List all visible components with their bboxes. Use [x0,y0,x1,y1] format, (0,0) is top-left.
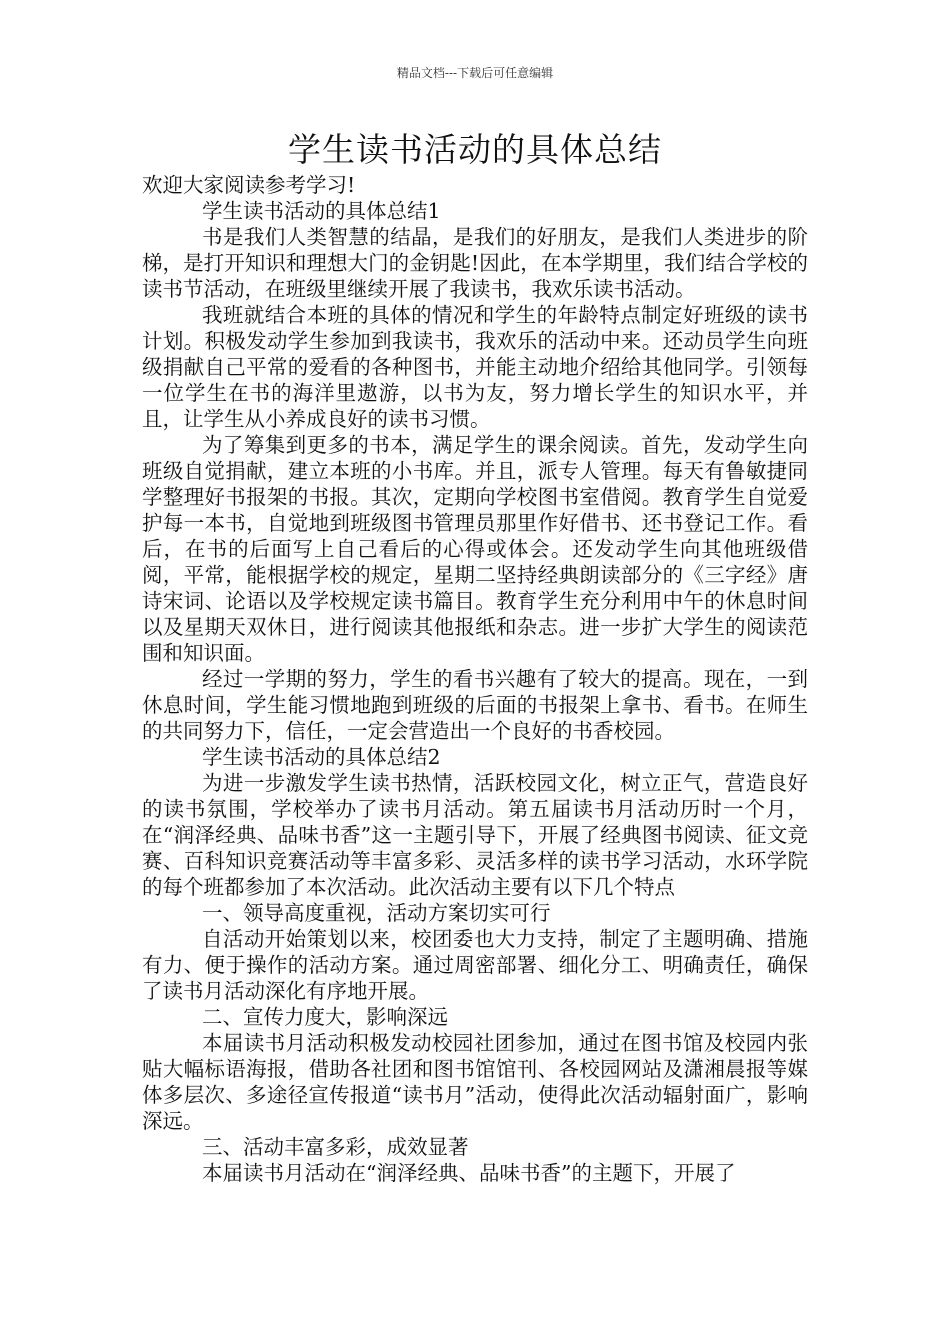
paragraph: 本届读书月活动在“润泽经典、品味书香”的主题下，开展了 [202,1161,736,1185]
subheading: 三、活动丰富多彩，成效显著 [202,1135,469,1159]
subheading: 二、宣传力度大，影响深远 [202,1005,448,1029]
paragraph: 我班就结合本班的具体的情况和学生的年龄特点制定好班级的读书计划。积极发动学生参加到我读书，我欢乐的活动中来。还动员学生向班级捐献自己平常的爱看的各种图书，并能主动地介绍给其他同学。引领每一位学生在书的海洋里遨游，以书为友，努力增长学生的知识水平，并且，让学生从小养成良好的读书习惯。 [142,303,808,431]
document-body [142,172,808,1186]
paragraph: 为进一步激发学生读书热情，活跃校园文化，树立正气，营造良好的读书氛围，学校举办了读书月活动。第五届读书月活动历时一个月，在“润泽经典、品味书香”这一主题引导下，开展了经典图书阅读、征文竞赛、百科知识竞赛活动等丰富多彩、灵活多样的读书学习活动，水环学院的每个班都参加了本次活动。此次活动主要有以下几个特点 [142,771,808,899]
document-title: 学生读书活动的具体总结 [288,130,662,169]
paragraph: 本届读书月活动积极发动校园社团参加，通过在图书馆及校园内张贴大幅标语海报，借助各社团和图书馆馆刊、各校园网站及潇湘晨报等媒体多层次、多途径宣传报道“读书月”活动，使得此次活动辐射面广，影响深远。 [142,1031,808,1133]
paragraph: 经过一学期的努力，学生的看书兴趣有了较大的提高。现在，一到休息时间，学生能习惯地跑到班级的后面的书报架上拿书、看书。在师生的共同努力下，信任，一定会营造出一个良好的书香校园。 [142,667,808,743]
paragraph: 自活动开始策划以来，校团委也大力支持，制定了主题明确、措施有力、便于操作的活动方案。通过周密部署、细化分工、明确责任，确保了读书月活动深化有序地开展。 [142,927,808,1003]
section-heading-1: 学生读书活动的具体总结1 [202,199,441,223]
paragraph: 为了筹集到更多的书本，满足学生的课余阅读。首先，发动学生向班级自觉捐献，建立本班的小书库。并且，派专人管理。每天有鲁敏捷同学整理好书报架的书报。其次，定期向学校图书室借阅。教育学生自觉爱护每一本书，自觉地到班级图书管理员那里作好借书、还书登记工作。看后，在书的后面写上自己看后的心得或体会。还发动学生向其他班级借阅，平常，能根据学校的规定，星期二坚持经典朗读部分的《三字经》唐诗宋词、论语以及学校规定读书篇目。教育学生充分利用中午的休息时间以及星期天双休日，进行阅读其他报纸和杂志。进一步扩大学生的阅读范围和知识面。 [142,433,808,665]
section-heading-2: 学生读书活动的具体总结2 [202,745,441,769]
subheading: 一、领导高度重视，活动方案切实可行 [202,901,551,925]
paragraph-greeting: 欢迎大家阅读参考学习! [142,173,356,197]
header-note: 精品文档---下载后可任意编辑 [396,66,554,80]
paragraph: 书是我们人类智慧的结晶，是我们的好朋友，是我们人类进步的阶梯，是打开知识和理想大门的金钥匙!因此，在本学期里，我们结合学校的读书节活动，在班级里继续开展了我读书，我欢乐读书活动。 [142,225,808,301]
